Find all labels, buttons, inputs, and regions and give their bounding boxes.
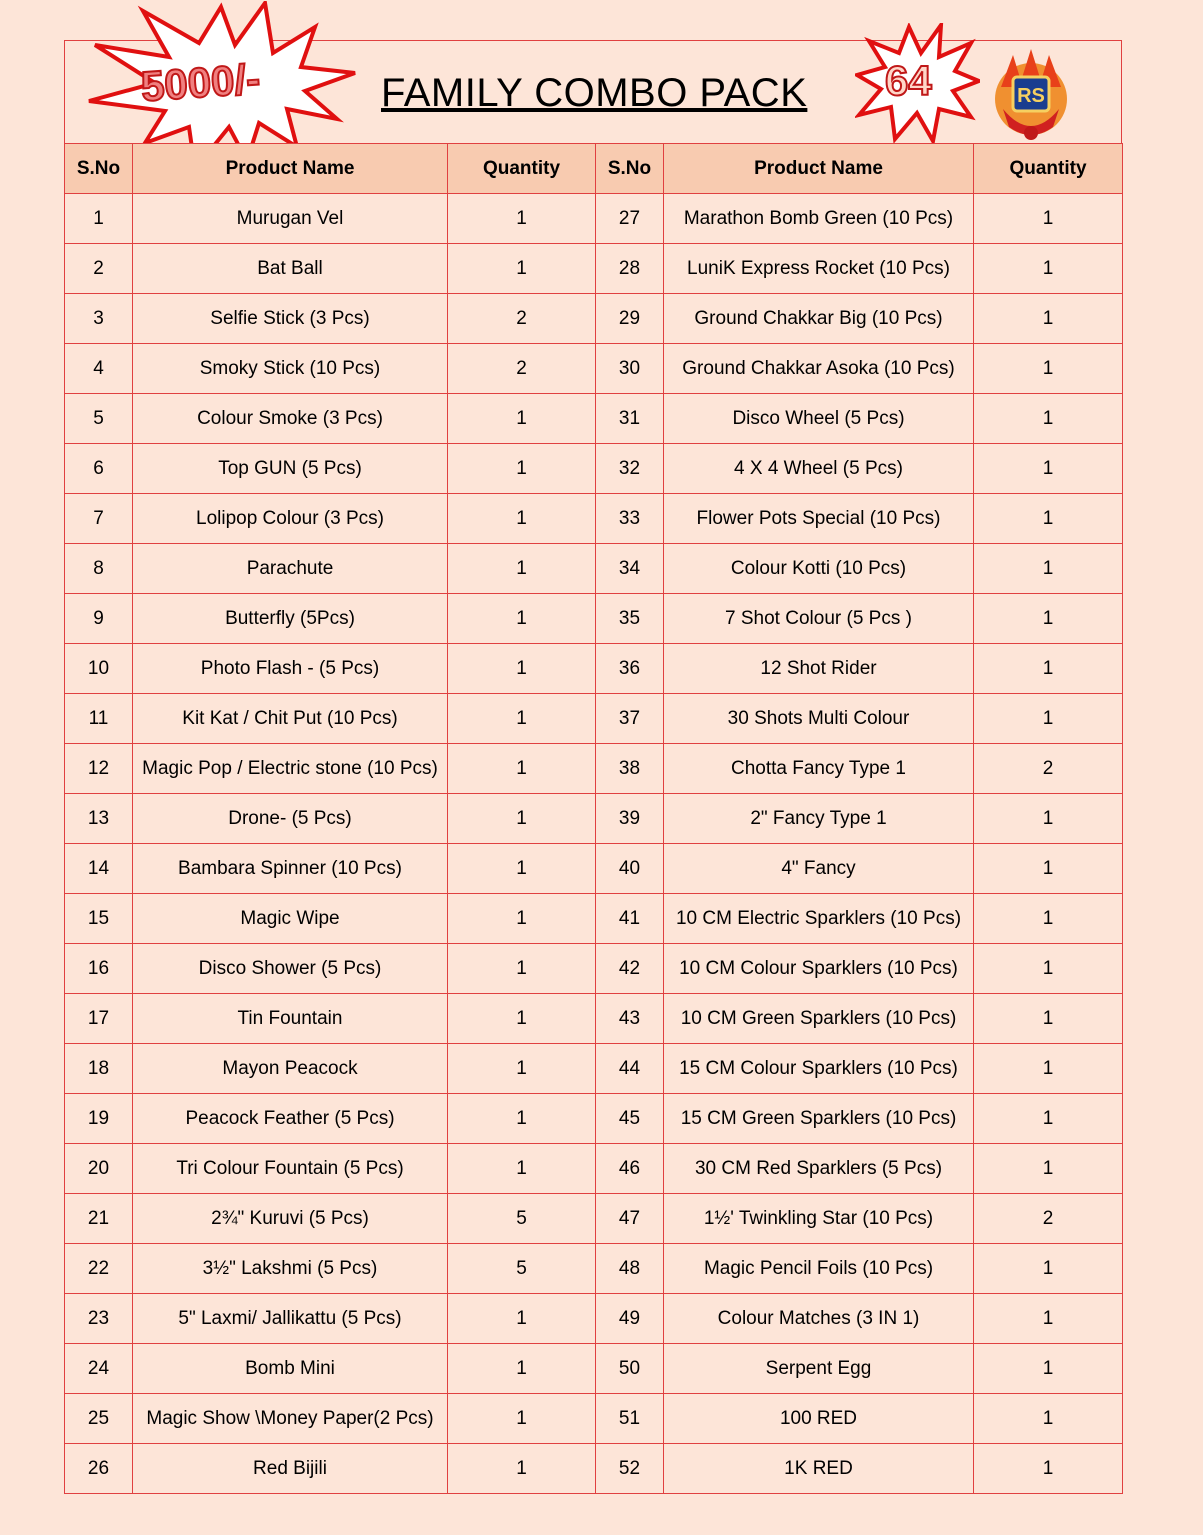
cell-product-name: Marathon Bomb Green (10 Pcs): [664, 194, 974, 244]
cell-quantity: 1: [448, 1094, 596, 1144]
cell-product-name: Kit Kat / Chit Put (10 Pcs): [133, 694, 448, 744]
cell-product-name: Flower Pots Special (10 Pcs): [664, 494, 974, 544]
cell-quantity: 1: [448, 244, 596, 294]
cell-sno: 13: [65, 794, 133, 844]
cell-quantity: 1: [448, 494, 596, 544]
cell-quantity: 2: [448, 294, 596, 344]
cell-sno: 12: [65, 744, 133, 794]
cell-product-name: 2¾" Kuruvi (5 Pcs): [133, 1194, 448, 1244]
cell-sno: 14: [65, 844, 133, 894]
cell-sno: 44: [596, 1044, 664, 1094]
combo-products-table: [64, 143, 1123, 1494]
cell-sno: 46: [596, 1144, 664, 1194]
cell-product-name: 15 CM Colour Sparklers (10 Pcs): [664, 1044, 974, 1094]
table-row: [65, 644, 1123, 694]
page-title: FAMILY COMBO PACK: [381, 71, 808, 115]
col-header-quantity: Quantity: [448, 144, 596, 194]
cell-sno: 9: [65, 594, 133, 644]
table-row: [65, 1194, 1123, 1244]
cell-quantity: 1: [448, 544, 596, 594]
cell-product-name: 4" Fancy: [664, 844, 974, 894]
cell-sno: 42: [596, 944, 664, 994]
cell-product-name: Bambara Spinner (10 Pcs): [133, 844, 448, 894]
cell-quantity: 5: [448, 1244, 596, 1294]
cell-sno: 39: [596, 794, 664, 844]
cell-product-name: Ground Chakkar Big (10 Pcs): [664, 294, 974, 344]
cell-product-name: Red Bijili: [133, 1444, 448, 1494]
cell-quantity: 1: [974, 944, 1123, 994]
cell-sno: 49: [596, 1294, 664, 1344]
cell-sno: 17: [65, 994, 133, 1044]
cell-quantity: 1: [448, 894, 596, 944]
cell-quantity: 1: [974, 1444, 1123, 1494]
cell-sno: 19: [65, 1094, 133, 1144]
cell-sno: 37: [596, 694, 664, 744]
cell-quantity: 1: [448, 1294, 596, 1344]
cell-product-name: 10 CM Electric Sparklers (10 Pcs): [664, 894, 974, 944]
cell-product-name: Tin Fountain: [133, 994, 448, 1044]
table-row: [65, 944, 1123, 994]
cell-quantity: 1: [974, 1294, 1123, 1344]
cell-product-name: 1½' Twinkling Star (10 Pcs): [664, 1194, 974, 1244]
cell-sno: 8: [65, 544, 133, 594]
cell-sno: 28: [596, 244, 664, 294]
cell-quantity: 1: [974, 1044, 1123, 1094]
cell-product-name: Drone- (5 Pcs): [133, 794, 448, 844]
cell-product-name: 5" Laxmi/ Jallikattu (5 Pcs): [133, 1294, 448, 1344]
cell-sno: 34: [596, 544, 664, 594]
cell-sno: 35: [596, 594, 664, 644]
cell-quantity: 1: [974, 644, 1123, 694]
table-row: [65, 1244, 1123, 1294]
cell-product-name: 10 CM Colour Sparklers (10 Pcs): [664, 944, 974, 994]
cell-sno: 45: [596, 1094, 664, 1144]
cell-quantity: 1: [974, 444, 1123, 494]
cell-sno: 2: [65, 244, 133, 294]
cell-product-name: Colour Kotti (10 Pcs): [664, 544, 974, 594]
cell-sno: 18: [65, 1044, 133, 1094]
cell-quantity: 1: [448, 394, 596, 444]
cell-sno: 21: [65, 1194, 133, 1244]
cell-sno: 23: [65, 1294, 133, 1344]
cell-quantity: 1: [974, 894, 1123, 944]
cell-quantity: 1: [974, 494, 1123, 544]
cell-product-name: Magic Pop / Electric stone (10 Pcs): [133, 744, 448, 794]
cell-sno: 40: [596, 844, 664, 894]
cell-quantity: 1: [974, 1344, 1123, 1394]
cell-sno: 1: [65, 194, 133, 244]
table-row: [65, 594, 1123, 644]
cell-quantity: 1: [448, 744, 596, 794]
cell-product-name: Top GUN (5 Pcs): [133, 444, 448, 494]
cell-quantity: 2: [974, 744, 1123, 794]
cell-product-name: 1K RED: [664, 1444, 974, 1494]
cell-quantity: 1: [448, 644, 596, 694]
table-row: [65, 1344, 1123, 1394]
cell-product-name: 30 Shots Multi Colour: [664, 694, 974, 744]
cell-product-name: Magic Show \Money Paper(2 Pcs): [133, 1394, 448, 1444]
table-row: [65, 694, 1123, 744]
cell-quantity: 1: [974, 394, 1123, 444]
cell-sno: 4: [65, 344, 133, 394]
cell-product-name: LuniK Express Rocket (10 Pcs): [664, 244, 974, 294]
table-header-row: [65, 144, 1123, 194]
cell-sno: 31: [596, 394, 664, 444]
table-row: [65, 244, 1123, 294]
cell-quantity: 2: [974, 1194, 1123, 1244]
cell-product-name: Peacock Feather (5 Pcs): [133, 1094, 448, 1144]
table-row: [65, 494, 1123, 544]
cell-product-name: Parachute: [133, 544, 448, 594]
cell-quantity: 1: [974, 694, 1123, 744]
cell-quantity: 1: [974, 1094, 1123, 1144]
cell-quantity: 1: [448, 694, 596, 744]
table-row: [65, 294, 1123, 344]
cell-product-name: 3½" Lakshmi (5 Pcs): [133, 1244, 448, 1294]
table-row: [65, 794, 1123, 844]
col-header-product: Product Name: [133, 144, 448, 194]
cell-product-name: Mayon Peacock: [133, 1044, 448, 1094]
cell-product-name: Disco Shower (5 Pcs): [133, 944, 448, 994]
cell-product-name: Colour Matches (3 IN 1): [664, 1294, 974, 1344]
cell-sno: 29: [596, 294, 664, 344]
col-header-quantity: Quantity: [974, 144, 1123, 194]
cell-quantity: 1: [448, 844, 596, 894]
table-row: [65, 544, 1123, 594]
cell-product-name: 7 Shot Colour (5 Pcs ): [664, 594, 974, 644]
cell-quantity: 1: [974, 1144, 1123, 1194]
cell-product-name: 10 CM Green Sparklers (10 Pcs): [664, 994, 974, 1044]
cell-quantity: 5: [448, 1194, 596, 1244]
cell-sno: 5: [65, 394, 133, 444]
cell-sno: 30: [596, 344, 664, 394]
cell-sno: 41: [596, 894, 664, 944]
cell-product-name: Colour Smoke (3 Pcs): [133, 394, 448, 444]
cell-product-name: Photo Flash - (5 Pcs): [133, 644, 448, 694]
cell-sno: 27: [596, 194, 664, 244]
cell-product-name: Tri Colour Fountain (5 Pcs): [133, 1144, 448, 1194]
cell-sno: 50: [596, 1344, 664, 1394]
col-header-sno: S.No: [65, 144, 133, 194]
cell-quantity: 1: [448, 994, 596, 1044]
table-row: [65, 1294, 1123, 1344]
cell-sno: 7: [65, 494, 133, 544]
cell-product-name: Bat Ball: [133, 244, 448, 294]
table-row: [65, 994, 1123, 1044]
cell-product-name: Smoky Stick (10 Pcs): [133, 344, 448, 394]
cell-quantity: 1: [974, 594, 1123, 644]
table-row: [65, 844, 1123, 894]
table-row: [65, 394, 1123, 444]
cell-product-name: Disco Wheel (5 Pcs): [664, 394, 974, 444]
cell-product-name: Serpent Egg: [664, 1344, 974, 1394]
cell-sno: 36: [596, 644, 664, 694]
cell-quantity: 1: [974, 544, 1123, 594]
cell-product-name: 4 X 4 Wheel (5 Pcs): [664, 444, 974, 494]
cell-quantity: 1: [974, 794, 1123, 844]
table-row: [65, 894, 1123, 944]
cell-product-name: Magic Pencil Foils (10 Pcs): [664, 1244, 974, 1294]
cell-product-name: Selfie Stick (3 Pcs): [133, 294, 448, 344]
cell-sno: 32: [596, 444, 664, 494]
cell-sno: 43: [596, 994, 664, 1044]
cell-quantity: 1: [974, 344, 1123, 394]
col-header-sno: S.No: [596, 144, 664, 194]
cell-sno: 10: [65, 644, 133, 694]
logo-text: RS: [1017, 85, 1045, 107]
cell-quantity: 1: [974, 994, 1123, 1044]
cell-product-name: 2" Fancy Type 1: [664, 794, 974, 844]
cell-product-name: Murugan Vel: [133, 194, 448, 244]
cell-sno: 52: [596, 1444, 664, 1494]
cell-quantity: 1: [448, 1394, 596, 1444]
table-row: [65, 1044, 1123, 1094]
cell-quantity: 1: [974, 844, 1123, 894]
cell-product-name: 12 Shot Rider: [664, 644, 974, 694]
cell-sno: 26: [65, 1444, 133, 1494]
cell-sno: 11: [65, 694, 133, 744]
cell-sno: 24: [65, 1344, 133, 1394]
cell-quantity: 1: [448, 1444, 596, 1494]
cell-product-name: Lolipop Colour (3 Pcs): [133, 494, 448, 544]
cell-sno: 33: [596, 494, 664, 544]
cell-sno: 38: [596, 744, 664, 794]
table-row: [65, 1144, 1123, 1194]
cell-sno: 47: [596, 1194, 664, 1244]
cell-quantity: 1: [448, 194, 596, 244]
cell-sno: 22: [65, 1244, 133, 1294]
cell-quantity: 1: [974, 1394, 1123, 1444]
table-row: [65, 194, 1123, 244]
table-row: [65, 1444, 1123, 1494]
table-row: [65, 444, 1123, 494]
cell-product-name: Chotta Fancy Type 1: [664, 744, 974, 794]
cell-quantity: 1: [448, 594, 596, 644]
cell-product-name: Magic Wipe: [133, 894, 448, 944]
item-count-label: 64: [885, 57, 932, 104]
cell-quantity: 1: [974, 194, 1123, 244]
brand-logo-icon: [983, 47, 1079, 143]
cell-sno: 3: [65, 294, 133, 344]
cell-product-name: Butterfly (5Pcs): [133, 594, 448, 644]
cell-sno: 25: [65, 1394, 133, 1444]
cell-sno: 51: [596, 1394, 664, 1444]
cell-product-name: 15 CM Green Sparklers (10 Pcs): [664, 1094, 974, 1144]
cell-quantity: 1: [448, 794, 596, 844]
col-header-product: Product Name: [664, 144, 974, 194]
cell-sno: 6: [65, 444, 133, 494]
price-list-sheet: [64, 40, 1122, 1495]
cell-quantity: 1: [448, 944, 596, 994]
title-banner: [64, 40, 1122, 144]
table-row: [65, 744, 1123, 794]
cell-product-name: 30 CM Red Sparklers (5 Pcs): [664, 1144, 974, 1194]
price-label: 5000/-: [139, 54, 262, 111]
cell-product-name: Ground Chakkar Asoka (10 Pcs): [664, 344, 974, 394]
cell-sno: 15: [65, 894, 133, 944]
cell-product-name: Bomb Mini: [133, 1344, 448, 1394]
cell-product-name: 100 RED: [664, 1394, 974, 1444]
cell-quantity: 1: [448, 1344, 596, 1394]
cell-sno: 48: [596, 1244, 664, 1294]
cell-sno: 16: [65, 944, 133, 994]
cell-quantity: 2: [448, 344, 596, 394]
cell-quantity: 1: [448, 444, 596, 494]
table-row: [65, 1394, 1123, 1444]
cell-quantity: 1: [974, 1244, 1123, 1294]
cell-sno: 20: [65, 1144, 133, 1194]
cell-quantity: 1: [974, 244, 1123, 294]
cell-quantity: 1: [448, 1044, 596, 1094]
cell-quantity: 1: [974, 294, 1123, 344]
table-row: [65, 1094, 1123, 1144]
table-row: [65, 344, 1123, 394]
cell-quantity: 1: [448, 1144, 596, 1194]
